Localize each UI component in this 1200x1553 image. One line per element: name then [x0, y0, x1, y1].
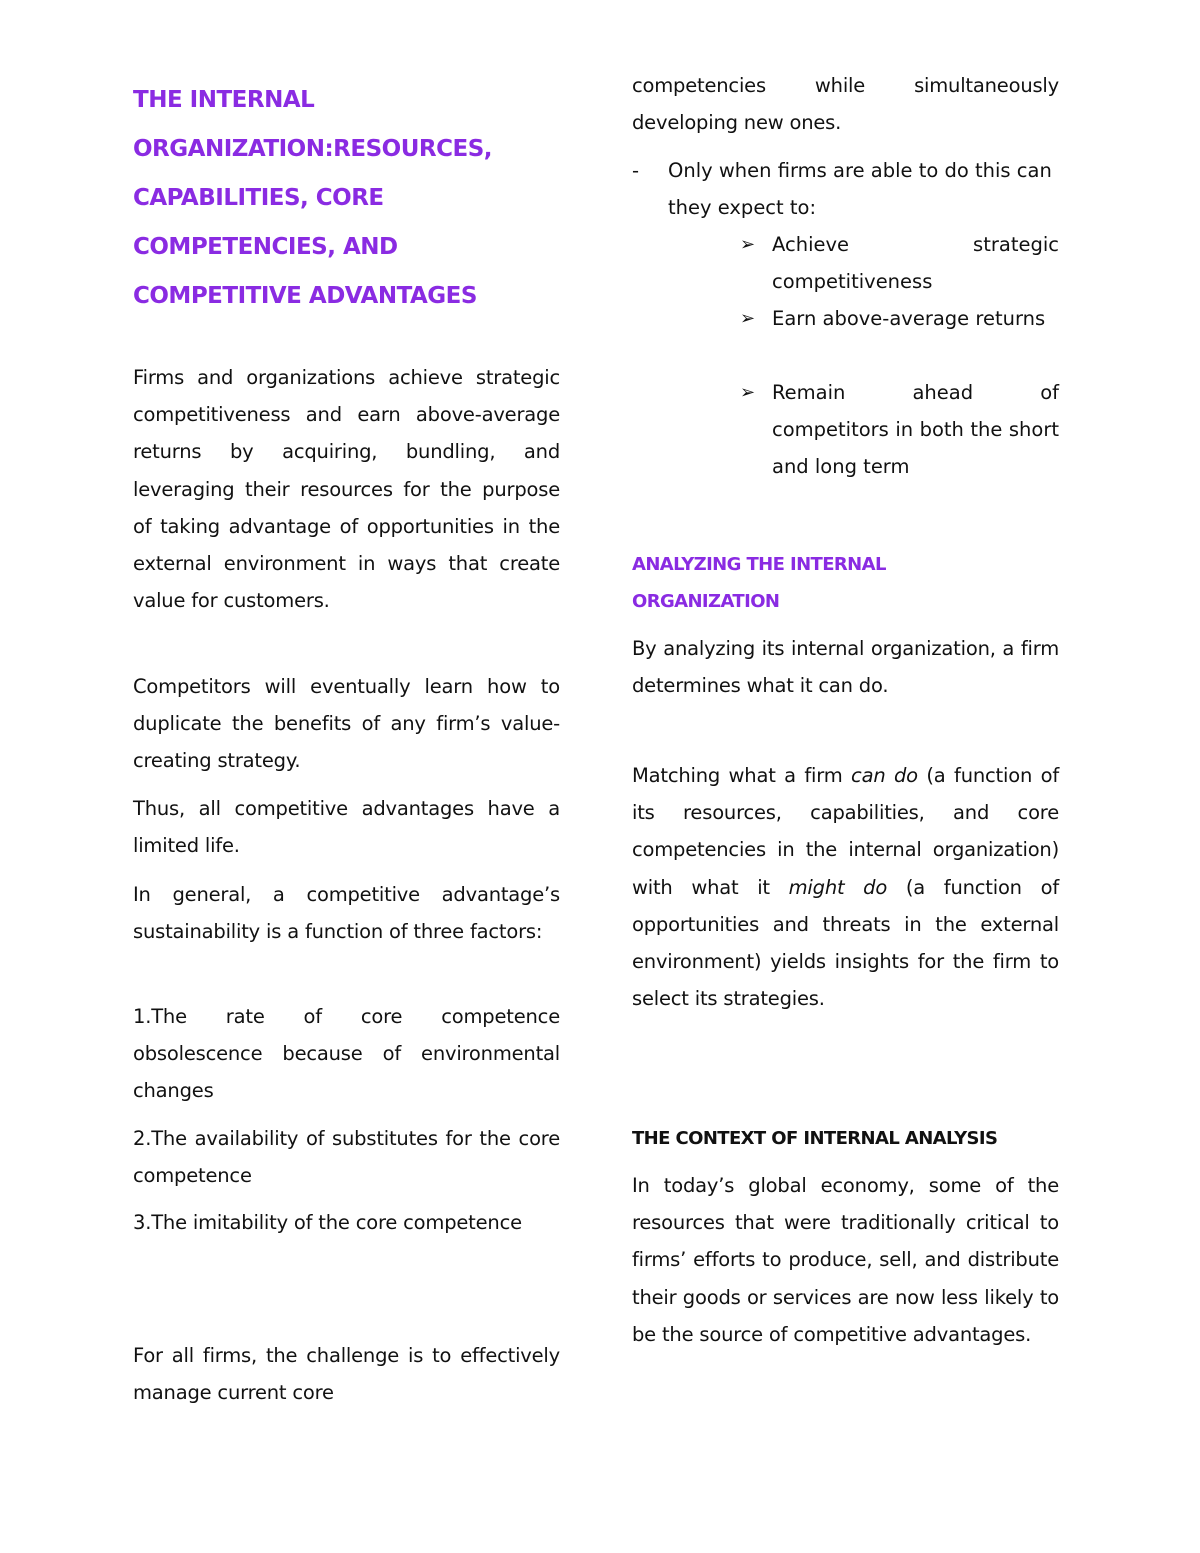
arrow-bullet-icon: ➢: [740, 234, 756, 255]
bullet-text: Remain ahead of competitors in both the short and long term: [772, 381, 1059, 479]
matching-text-b: (a function of its resources, capabilities, and core competencies in the internal organization) with what it: [632, 764, 1059, 899]
matching-text-c: (a function of opportunities and threats in the external environment) yields insights for the firm to select its strategies.: [632, 875, 1059, 1011]
title-line: THE INTERNAL: [133, 87, 315, 113]
section-heading-analyzing: [632, 546, 1059, 620]
title-line: CAPABILITIES, CORE: [133, 185, 384, 211]
section-heading-line: ANALYZING THE INTERNAL: [632, 554, 886, 575]
bullet-text: Earn above-average returns: [772, 307, 1046, 330]
section-heading-line: ORGANIZATION: [632, 591, 780, 612]
bullet-item: [740, 300, 1059, 337]
matching-text-might-do: might do: [788, 875, 888, 899]
title-line: COMPETITIVE ADVANTAGES: [133, 283, 477, 309]
dash-marker: -: [632, 159, 640, 182]
paragraph-challenge: For all firms, the challenge is to effectively manage current core: [133, 1344, 560, 1405]
paragraph-competitors-learn: Competitors will eventually learn how to duplicate the benefits of any firm’s value-creating strategy.: [133, 675, 560, 773]
bullet-item: [740, 374, 1059, 486]
paragraph-three-factors: In general, a competitive advantage’s sustainability is a function of three factors:: [133, 883, 560, 944]
factor-item-1: 1.The rate of core competence obsolescence because of environmental changes: [133, 1005, 560, 1103]
dash-item-text: Only when firms are able to do this can they expect to:: [668, 159, 1052, 220]
title-line: ORGANIZATION:RESOURCES,: [133, 136, 493, 162]
section-heading-context: THE CONTEXT OF INTERNAL ANALYSIS: [632, 1128, 998, 1149]
bullet-text: Achieve strategic competitiveness: [772, 233, 1059, 294]
bullet-item: [740, 226, 1059, 300]
paragraph-analyzing: By analyzing its internal organization, a firm determines what it can do.: [632, 637, 1059, 698]
paragraph-firms-achieve: Firms and organizations achieve strategic competitiveness and earn above-average returns by acquiring, bundling, and leveraging their resources for the purpose of taking advantage of opportunities in the external environment in ways that create value for customers.: [133, 366, 560, 613]
paragraph-matching: [632, 757, 1059, 1017]
paragraph-continuation: competencies while simultaneously developing new ones.: [632, 74, 1059, 135]
arrow-bullet-icon: ➢: [740, 382, 756, 403]
arrow-bullet-icon: ➢: [740, 308, 756, 329]
title-line: COMPETENCIES, AND: [133, 234, 398, 260]
document-title: [133, 76, 560, 321]
paragraph-limited-life: Thus, all competitive advantages have a limited life.: [133, 797, 560, 858]
factor-item-2: 2.The availability of substitutes for the core competence: [133, 1127, 560, 1188]
dash-list-item: [632, 152, 1058, 226]
matching-text-can-do: can do: [851, 764, 918, 787]
paragraph-context: In today’s global economy, some of the resources that were traditionally critical to firms’ efforts to produce, sell, and distribute their goods or services are now less likely to be the source of competitive advantages.: [632, 1174, 1059, 1346]
factor-item-3: 3.The imitability of the core competence: [133, 1211, 522, 1234]
matching-text-a: Matching what a firm: [632, 764, 852, 787]
